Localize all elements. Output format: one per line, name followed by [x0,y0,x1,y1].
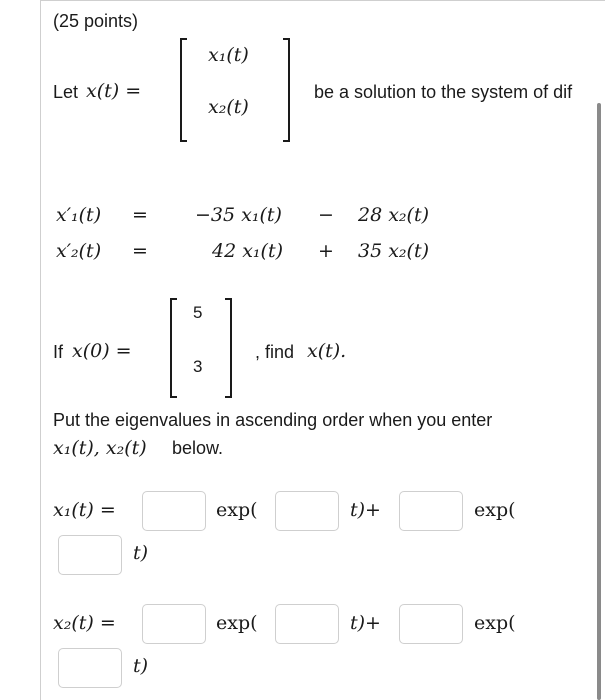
x1-coeff1-input[interactable] [142,491,206,531]
x-of-t-label: x(t) = [86,80,142,102]
x2-eigen1-input[interactable] [275,604,339,644]
eq2-operator: + [318,240,334,262]
points-label: (25 points) [53,11,139,31]
system-text: be a solution to the system of dif [314,82,573,102]
find-text: , find [255,342,295,362]
vector-bracket-left [180,38,187,142]
x1-coeff2-input[interactable] [399,491,463,531]
eq1-term2: 28 x₂(t) [358,204,430,226]
instruction-vars: x₁(t), x₂(t) [53,437,147,459]
x2-exp2-label: exp( [474,612,516,634]
scrollbar[interactable] [597,103,601,700]
x2-tplus-label: t)+ [350,612,381,634]
x1-eigen1-input[interactable] [275,491,339,531]
eq1-operator: − [318,204,334,226]
x1-eigen2-input[interactable] [58,535,122,575]
x1-tclose-label: t) [133,542,149,564]
eq2-equals: = [132,240,148,262]
x2-coeff1-input[interactable] [142,604,206,644]
find-var: x(t). [307,340,347,362]
x2-answer-label: x₂(t) = [53,612,116,634]
x2-coeff2-input[interactable] [399,604,463,644]
eq1-equals: = [132,204,148,226]
x1-tplus-label: t)+ [350,499,381,521]
x2-eigen2-input[interactable] [58,648,122,688]
x1-exp1-label: exp( [216,499,258,521]
init-bracket-right [225,298,232,398]
init-value-top: 5 [193,303,203,322]
eq2-term1: 42 x₁(t) [212,240,284,262]
eq2-lhs: x′₂(t) [56,240,102,262]
eq1-lhs: x′₁(t) [56,204,102,226]
x1-answer-label: x₁(t) = [53,499,116,521]
x2-exp1-label: exp( [216,612,258,634]
init-bracket-left [170,298,177,398]
x2-tclose-label: t) [133,655,149,677]
instruction-line1: Put the eigenvalues in ascending order when you enter [53,410,493,430]
x1-exp2-label: exp( [474,499,516,521]
eq2-term2: 35 x₂(t) [358,240,430,262]
instruction-suffix: below. [172,438,224,458]
if-label: If [53,342,64,362]
eq1-term1: −35 x₁(t) [195,204,282,226]
let-label: Let [53,82,79,102]
x0-label: x(0) = [72,340,132,362]
vector-entry-x2: x₂(t) [208,96,249,118]
vector-entry-x1: x₁(t) [208,44,249,66]
init-value-bottom: 3 [193,357,203,376]
vector-bracket-right [283,38,290,142]
